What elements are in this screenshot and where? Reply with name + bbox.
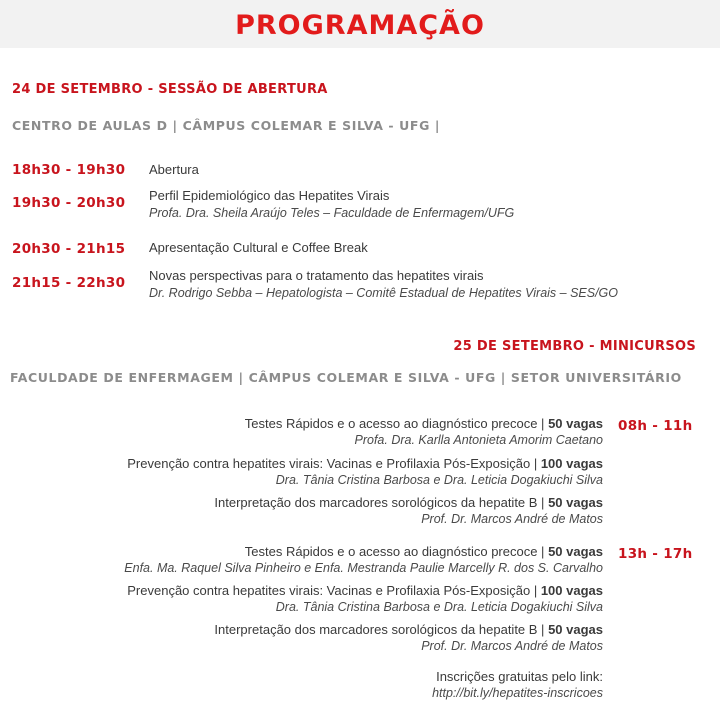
course-vagas: 50 vagas	[548, 544, 603, 559]
registration-label: Inscrições gratuitas pelo link:	[436, 669, 603, 684]
day1-item-time: 19h30 - 20h30	[12, 195, 126, 211]
course-title: Interpretação dos marcadores sorológicos da hepatite B | 50 vagas	[214, 622, 603, 637]
day1-item-title: Perfil Epidemiológico das Hepatites Virais	[149, 188, 390, 203]
course-vagas: 50 vagas	[548, 622, 603, 637]
day1-item-time: 21h15 - 22h30	[12, 275, 126, 291]
day1-heading: 24 DE SETEMBRO - SESSÃO DE ABERTURA	[12, 82, 328, 97]
day2-session-time: 08h - 11h	[618, 418, 693, 434]
course-title: Testes Rápidos e o acesso ao diagnóstico precoce | 50 vagas	[244, 416, 603, 431]
registration-link[interactable]: http://bit.ly/hepatites-inscricoes	[432, 686, 603, 700]
day1-item-speaker: Profa. Dra. Sheila Araújo Teles – Faculdade de Enfermagem/UFG	[149, 206, 515, 220]
course-title: Prevenção contra hepatites virais: Vacinas e Profilaxia Pós-Exposição | 100 vagas	[127, 583, 603, 598]
course-vagas: 100 vagas	[540, 583, 603, 598]
day1-item-time: 20h30 - 21h15	[12, 241, 126, 257]
course-speaker: Prof. Dr. Marcos André de Matos	[421, 512, 603, 526]
page-title: PROGRAMAÇÃO	[235, 10, 485, 41]
course-speaker: Prof. Dr. Marcos André de Matos	[421, 639, 603, 653]
course-title: Prevenção contra hepatites virais: Vacinas e Profilaxia Pós-Exposição | 100 vagas	[127, 456, 603, 471]
course-speaker: Dra. Tânia Cristina Barbosa e Dra. Leticia Dogakiuchi Silva	[275, 473, 603, 487]
day1-venue: CENTRO DE AULAS D | CÂMPUS COLEMAR E SILVA - UFG |	[12, 118, 441, 133]
day1-item-title: Novas perspectivas para o tratamento das hepatites virais	[149, 268, 484, 283]
course-title: Interpretação dos marcadores sorológicos da hepatite B | 50 vagas	[214, 495, 603, 510]
day1-item-title: Apresentação Cultural e Coffee Break	[149, 240, 368, 255]
course-vagas: 50 vagas	[548, 416, 603, 431]
day1-item-speaker: Dr. Rodrigo Sebba – Hepatologista – Comitê Estadual de Hepatites Virais – SES/GO	[149, 286, 619, 300]
day2-venue: FACULDADE DE ENFERMAGEM | CÂMPUS COLEMAR E SILVA - UFG | SETOR UNIVERSITÁRIO	[10, 370, 682, 385]
course-speaker: Enfa. Ma. Raquel Silva Pinheiro e Enfa. Mestranda Paulie Marcelly R. dos S. Carvalho	[124, 561, 603, 575]
course-speaker: Profa. Dra. Karlla Antonieta Amorim Caetano	[354, 433, 603, 447]
course-speaker: Dra. Tânia Cristina Barbosa e Dra. Leticia Dogakiuchi Silva	[275, 600, 603, 614]
day1-item-time: 18h30 - 19h30	[12, 162, 126, 178]
day2-session-time: 13h - 17h	[618, 546, 693, 562]
day2-heading: 25 DE SETEMBRO - MINICURSOS	[453, 339, 696, 354]
course-vagas: 50 vagas	[548, 495, 603, 510]
course-title: Testes Rápidos e o acesso ao diagnóstico precoce | 50 vagas	[244, 544, 603, 559]
course-vagas: 100 vagas	[540, 456, 603, 471]
day1-item-title: Abertura	[149, 162, 199, 177]
